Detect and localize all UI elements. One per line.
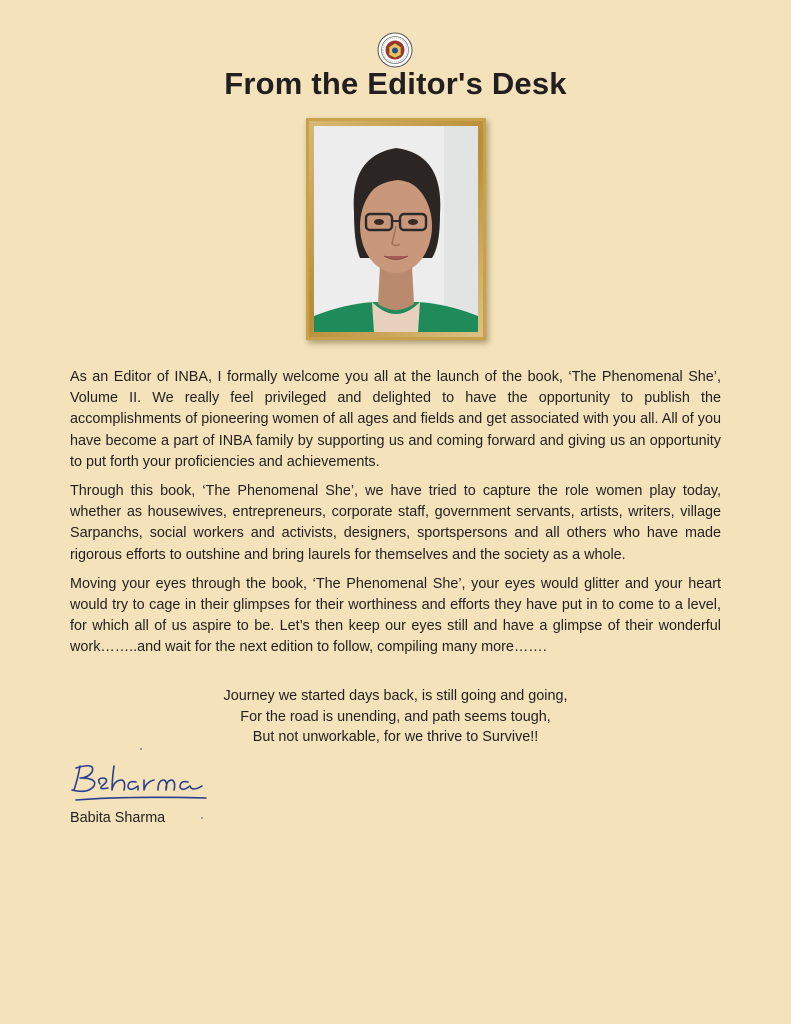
inba-logo-icon bbox=[377, 32, 413, 68]
portrait-frame bbox=[306, 118, 486, 340]
paragraph-purpose: Through this book, ‘The Phenomenal She’, we have tried to capture the role women play today, whether as housewives, entrepreneurs, corporate staff, government servants, artists, writers, village Sarpanchs, social workers and activists, designers, sportspersons and all others who have made rigorous efforts to outshine and bring laurels for themselves and the society as a whole. bbox=[70, 483, 721, 563]
paragraph-invitation: Moving your eyes through the book, ‘The Phenomenal She’, your eyes would glitter and your heart would try to cage in their glimpses for their worthiness and efforts they have put in to come to a level, for which all of us aspire to be. Let’s then keep our eyes still and have a glimpse of their wonderful work……..and wait for the next edition to follow, compiling many more……. bbox=[70, 575, 721, 656]
editor-portrait bbox=[314, 126, 478, 332]
editor-portrait-illustration bbox=[314, 126, 478, 332]
closing-poem bbox=[0, 686, 791, 748]
editor-letter bbox=[70, 367, 721, 667]
poem-line: But not unworkable, for we thrive to Survive!! bbox=[252, 729, 539, 745]
stray-mark bbox=[140, 748, 142, 750]
poem-line: For the road is unending, and path seems tough, bbox=[240, 708, 551, 725]
poem-line: Journey we started days back, is still going and going, bbox=[223, 688, 568, 704]
stray-mark bbox=[201, 817, 203, 819]
paragraph-welcome: As an Editor of INBA, I formally welcome you all at the launch of the book, ‘The Phenomenal She’, Volume II. We really feel privileged and delighted to have the opportunity to publish the accomplishments of pioneering women of all ages and fields and get associated with you all. All of you have become a part of INBA family by supporting us and coming forward and giving us an opportunity to put forth your proficiencies and achievements. bbox=[70, 369, 721, 470]
signer-name: Babita Sharma bbox=[70, 810, 166, 826]
page-title: From the Editor's Desk bbox=[224, 66, 567, 101]
handwritten-signature bbox=[66, 756, 216, 808]
